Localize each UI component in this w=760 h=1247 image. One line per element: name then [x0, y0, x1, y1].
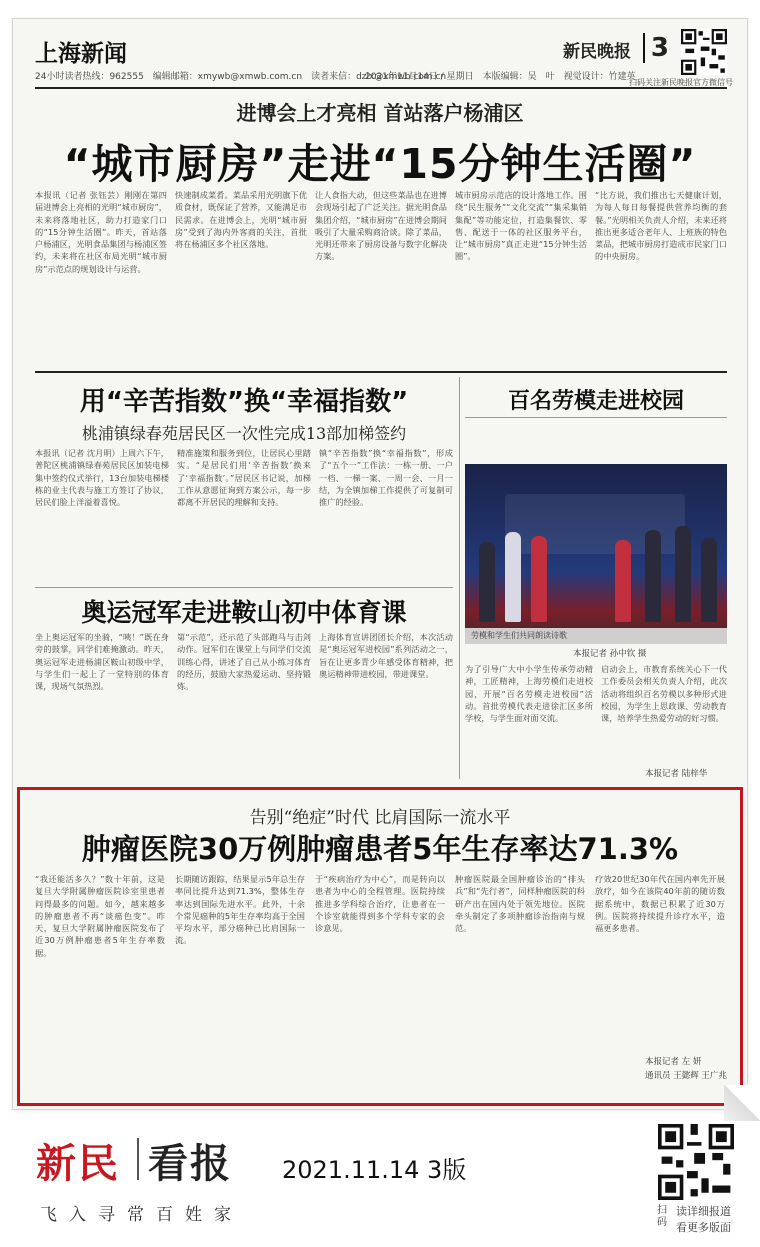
column-divider: [459, 377, 460, 779]
second-subhead: 桃浦镇绿春苑居民区一次性完成13部加梯签约: [81, 424, 407, 443]
highlight-kicker: 告别“绝症”时代 比肩国际一流水平: [249, 808, 511, 828]
scan-tip-line: 看更多版面: [676, 1221, 731, 1234]
feature-col-2: 启动会上，市教育系统关心下一代工作委员会相关负责人介绍，此次活动将组织百名劳模以多种形式进校园，为学生上思政课、劳动教育课，培养学生热爱劳动的好习惯。: [601, 664, 727, 724]
feature-byline: 本报记者 陆梓华: [645, 769, 708, 779]
highlight-col-5: 疗效20世纪30年代在国内率先开展放疗，如今在该院40年前的随访数据系统中，数据已积累了近30万例。医院将持续提升诊疗水平，造福更多患者。: [595, 874, 725, 934]
brand-logo-right: 看报: [148, 1140, 232, 1187]
highlight-col-4: 肿瘤医院最全国肿瘤诊治的“排头兵”和“先行者”，同样肿瘤医院的科研产出在国内处于领先地位。医院牵头制定了多项肿瘤诊治指南与规范。: [455, 874, 585, 934]
lead-col-3: 让人食指大动，但这些菜品也在进博会现场引起了广泛关注。据光明食品集团介绍，“城市厨房”在进博会期间吸引了大量采购商洽谈。除了菜品，光明还带来了厨房设备与数字化解决方案。: [315, 190, 447, 262]
third-col-2: 第“示范”，还示范了头部跑马与击剑动作。冠军们在课堂上与同学们交流训练心得，讲述了自己从小练习体育的经历，鼓励大家热爱运动、坚持锻炼。: [177, 632, 311, 692]
second-col-2: 精准施策和服务到位，让居民心里踏实。“是居民们用‘辛苦指数’换来了‘幸福指数’。”居民区书记说，加梯工作从意愿征询到方案公示，每一步都离不开居民的理解和支持。: [177, 448, 311, 508]
person-figure: [505, 532, 521, 622]
third-col-3: 上海体育宣讲团团长介绍，本次活动是“奥运冠军进校园”系列活动之一，旨在让更多青少年感受体育精神，把奥运精神带进校园，带进课堂。: [319, 632, 453, 679]
second-headline: 用“辛苦指数”换“幸福指数”: [79, 387, 409, 417]
photo-credit: 本报记者 孙中钦 摄: [573, 649, 647, 659]
paper-logo: 新民晚报: [563, 42, 631, 62]
person-figure: [615, 540, 631, 622]
brand-divider: [137, 1138, 139, 1180]
person-figure: [701, 538, 717, 622]
photo-caption: 劳模和学生们共同朗读诗歌: [465, 628, 727, 644]
highlight-col-2: 长期随访跟踪，结果显示5年总生存率同比提升达到71.3%，整体生存率达到国际先进水平。此外，十余个常见癌种的5年生存率均高于全国平均水平，部分癌种已比肩国际一流。: [175, 874, 305, 946]
lead-col-5: “比方说，我们推出七天健康计划，为每人每日每餐提供营养均衡的套餐。”光明相关负责人介绍，未来还将推出更多适合老年人、上班族的特色菜品，把城市厨房打造成市民家门口的中央厨房。: [595, 190, 727, 262]
lead-col-1: 本报讯（记者 张钰芸）刚刚在第四届进博会上亮相的光明“城市厨房”，未来将落地社区，助力打造家门口的“15分钟生活圈”。昨天，首站落户杨浦区，光明食品集团与杨浦区签约，未来将在社区布局光明“城市厨房”示范点的规划设计与运营。: [35, 190, 167, 274]
second-col-1: 本报讯（记者 沈月明）上周六下午，普陀区桃浦镇绿春苑居民区加装电梯集中签约仪式举行，13台加装电梯楼栋的业主代表与施工方签订了协议，居民们脸上洋溢着喜悦。: [35, 448, 169, 508]
feature-title: 百名劳模走进校园: [507, 388, 684, 414]
newspaper-page[interactable]: [12, 18, 748, 1110]
brand-logo-left: 新民: [36, 1140, 120, 1187]
feature-rule: [465, 417, 727, 418]
highlight-byline: 本报记者 左 妍 通讯员 王懿辉 王广兆: [645, 1057, 727, 1081]
contact-line: 24小时读者热线：962555 编辑邮箱：xmywb@xmwb.com.cn 读者来信：dzlx@xmwb.com.cn: [35, 72, 447, 82]
section-title: 上海新闻: [35, 40, 127, 67]
masthead-rule: [35, 87, 727, 89]
scan-label: 扫码: [657, 1205, 667, 1228]
lead-col-4: 城市厨房示范店的设计落地工作。围绕“民生服务”“文化交流”“集采集销集配”等功能定位，打造集餐饮、零售、配送于一体的社区服务平台，让“城市厨房”真正走进“15分钟生活圈”。: [455, 190, 587, 262]
highlight-col-3: 于“疾病治疗为中心”，而是转向以患者为中心的全程管理。医院持续推进多学科综合治疗，让患者在一个诊室就能得到多个学科专家的会诊意见。: [315, 874, 445, 934]
divider: [35, 587, 453, 588]
lead-col-2: 快速制成菜肴。菜品采用光明旗下优质食材，既保证了营养，又能满足市民需求。在进博会上，光明“城市厨房”受到了海内外客商的关注，首批将在杨浦区多个社区落地。: [175, 190, 307, 250]
third-col-1: 坐上奥运冠军的坐骑，“咦！”既在身旁的鼓掌，同学们难掩激动。昨天，奥运冠军走进杨浦区鞍山初级中学，与学生们一起上了一堂特别的体育课，现场气氛热烈。: [35, 632, 169, 692]
scan-tip: [676, 1204, 731, 1236]
masthead: [35, 29, 733, 87]
highlight-col-1: “我还能活多久？”数十年前，这是复旦大学附属肿瘤医院诊室里患者问得最多的问题。如今，越来越多的肿瘤患者不再“谈癌色变”。昨天，复旦大学附属肿瘤医院发布了近30万例肿瘤患者5年生存率数据。: [35, 874, 165, 958]
date-line: 2021年11月14日 / 星期日 本版编辑：吴 叶 视觉设计：竹建英: [365, 72, 636, 82]
edition-label: 2021.11.14 3版: [282, 1156, 467, 1184]
masthead-qr-icon: [681, 29, 727, 75]
lead-headline: “城市厨房”走进“15分钟生活圈”: [63, 140, 697, 188]
person-figure: [531, 536, 547, 622]
section-rule: [35, 371, 727, 373]
footer-qr-icon[interactable]: [658, 1124, 734, 1200]
feature-photo[interactable]: [465, 464, 727, 644]
page-number: 3: [643, 33, 669, 63]
third-headline: 奥运冠军走进鞍山初中体育课: [81, 598, 407, 627]
slogan: 飞入寻常百姓家: [40, 1205, 243, 1225]
second-col-3: 镇“辛苦指数”换“幸福指数”，形成了“五个一”工作法：一栋一册、一户一档、一梯一案、一周一会、一月一结，为全镇加梯工作提供了可复制可推广的经验。: [319, 448, 453, 508]
qr-hint: 扫码关注新民晚报官方微信号: [629, 78, 733, 87]
footer-bar: [0, 1110, 760, 1247]
feature-col-1: 为了引导广大中小学生传承劳动精神，工匠精神，上海劳模们走进校园，开展“百名劳模走进校园”活动。首批劳模代表走进徐汇区多所学校，与学生面对面交流。: [465, 664, 593, 724]
person-figure: [675, 526, 691, 622]
lead-kicker: 进博会上才亮相 首站落户杨浦区: [236, 101, 524, 125]
person-figure: [645, 530, 661, 622]
highlight-headline: 肿瘤医院30万例肿瘤患者5年生存率达71.3%: [81, 832, 679, 866]
person-figure: [479, 542, 495, 622]
scan-tip-line: 读详细报道: [676, 1205, 731, 1218]
